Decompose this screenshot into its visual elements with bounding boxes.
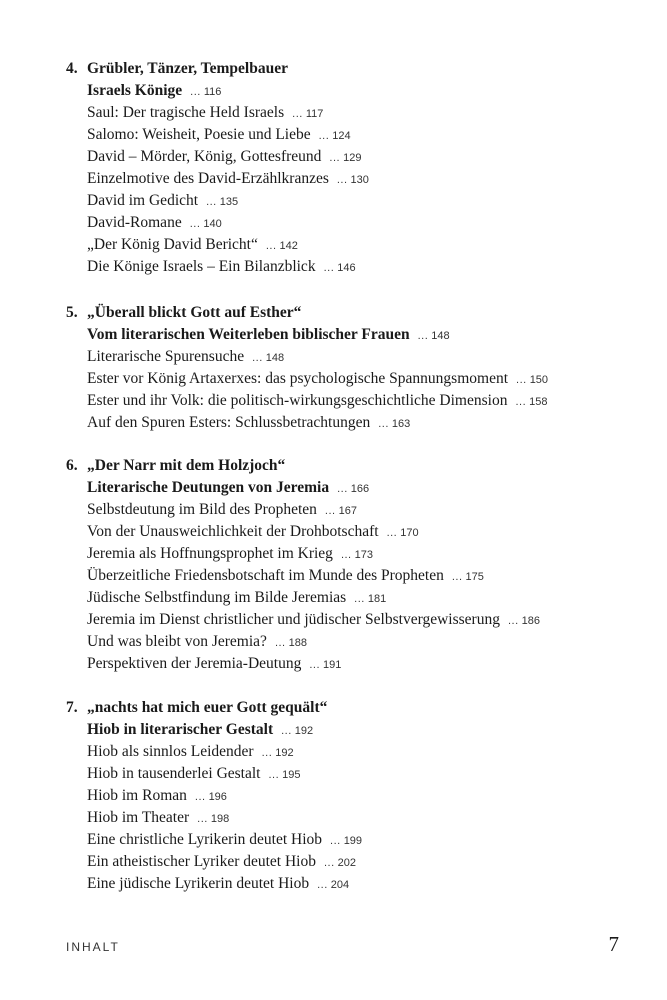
page-reference: 181 — [367, 593, 387, 605]
leader-dots: ... — [340, 549, 352, 561]
chapter-subtitle: Hiob in literarischer Gestalt — [87, 721, 274, 738]
page-reference: 124 — [332, 130, 351, 142]
toc-entry[interactable] — [87, 412, 410, 435]
toc-entry-title: Jeremia als Hoffnungsprophet im Krieg — [87, 545, 333, 562]
leader-dots: ... — [324, 857, 335, 869]
toc-entry-title: Auf den Spuren Esters: Schlussbetrachtungen — [87, 414, 371, 431]
toc-entry[interactable] — [87, 653, 341, 676]
page-reference: 163 — [391, 418, 411, 430]
toc-entry[interactable] — [87, 346, 284, 369]
toc-entry[interactable] — [87, 499, 357, 522]
toc-entry-title: Eine christliche Lyrikerin deutet Hiob — [87, 831, 323, 848]
toc-entry[interactable] — [87, 785, 227, 808]
page-reference: 192 — [294, 725, 314, 737]
leader-dots: ... — [194, 791, 206, 803]
chapter-subtitle: Vom literarischen Weiterleben biblischer Frauen — [87, 326, 410, 343]
toc-entry-title: Literarische Spurensuche — [87, 348, 245, 365]
page-reference: 192 — [275, 747, 294, 759]
page-reference: 135 — [219, 196, 239, 208]
page-reference: 140 — [203, 218, 222, 230]
leader-dots: ... — [378, 418, 389, 430]
leader-dots: ... — [309, 659, 321, 671]
page-reference: 204 — [330, 879, 350, 891]
leader-dots: ... — [386, 527, 398, 539]
toc-entry-title: David-Romane — [87, 214, 182, 231]
toc-entry[interactable] — [87, 124, 351, 147]
chapter-heading — [66, 697, 327, 719]
toc-entry-title: David im Gedicht — [87, 192, 199, 209]
toc-entry-title: Salomo: Weisheit, Poesie und Liebe — [87, 126, 311, 143]
toc-entry-title: Und was bleibt von Jeremia? — [87, 633, 267, 650]
leader-dots: ... — [265, 240, 277, 252]
toc-entry-title: Hiob als sinnlos Leidender — [87, 743, 254, 760]
page-reference: 116 — [203, 86, 222, 98]
page-reference: 150 — [529, 374, 549, 386]
chapter-heading — [66, 455, 285, 477]
toc-entry[interactable] — [87, 190, 238, 213]
chapter-title: „Überall blickt Gott auf Esther“ — [87, 304, 302, 321]
page-reference: 148 — [265, 352, 285, 364]
toc-entry[interactable] — [87, 565, 484, 588]
leader-dots: ... — [274, 637, 286, 649]
toc-entry[interactable] — [87, 587, 386, 610]
page-reference: 142 — [279, 240, 298, 252]
toc-entry-title: Ester und ihr Volk: die politisch-wirkungsgeschichtliche Dimension — [87, 392, 508, 409]
page-reference: 188 — [288, 637, 307, 649]
page-reference: 170 — [400, 527, 419, 539]
toc-entry[interactable] — [87, 168, 369, 191]
toc-entry-title: David – Mörder, König, Gottesfreund — [87, 148, 322, 165]
leader-dots: ... — [515, 396, 527, 408]
page-reference: 198 — [210, 813, 230, 825]
page-reference: 166 — [350, 483, 370, 495]
chapter-number: 7. — [66, 699, 78, 716]
leader-dots: ... — [336, 174, 348, 186]
page-reference: 146 — [337, 262, 356, 274]
page-reference: 202 — [337, 857, 357, 869]
toc-entry[interactable] — [87, 631, 307, 654]
leader-dots: ... — [268, 769, 280, 781]
leader-dots: ... — [206, 196, 217, 208]
toc-entry-title: Ein atheistischer Lyriker deutet Hiob — [87, 853, 316, 870]
chapter-subtitle: Israels Könige — [87, 82, 183, 99]
chapter-title: „nachts hat mich euer Gott gequält“ — [87, 699, 328, 716]
toc-entry[interactable] — [87, 521, 419, 544]
toc-entry-title: Hiob im Theater — [87, 809, 190, 826]
running-footer-label: INHALT — [66, 940, 120, 954]
toc-entry[interactable] — [87, 256, 356, 279]
page-reference: 191 — [323, 659, 342, 671]
chapter-subtitle-row[interactable] — [87, 477, 369, 500]
page-reference: 175 — [465, 571, 484, 583]
leader-dots: ... — [323, 262, 335, 274]
chapter-title: Grübler, Tänzer, Tempelbauer — [87, 60, 288, 77]
leader-dots: ... — [417, 330, 429, 342]
toc-entry[interactable] — [87, 829, 362, 852]
page-reference: 117 — [305, 108, 324, 120]
toc-entry[interactable] — [87, 807, 229, 830]
page-reference: 173 — [354, 549, 373, 561]
chapter-subtitle-row[interactable] — [87, 80, 221, 103]
toc-entry[interactable] — [87, 609, 540, 632]
toc-entry-title: Jeremia im Dienst christlicher und jüdischer Selbstvergewisserung — [87, 611, 500, 628]
leader-dots: ... — [317, 879, 328, 891]
toc-entry-title: Selbstdeutung im Bild des Propheten — [87, 501, 317, 518]
toc-entry[interactable] — [87, 741, 294, 764]
toc-entry[interactable] — [87, 390, 547, 413]
page-reference: 195 — [282, 769, 301, 781]
chapter-subtitle-row[interactable] — [87, 324, 450, 347]
toc-entry-title: Einzelmotive des David-Erzählkranzes — [87, 170, 329, 187]
leader-dots: ... — [451, 571, 463, 583]
toc-entry[interactable] — [87, 851, 356, 874]
toc-entry[interactable] — [87, 146, 361, 169]
leader-dots: ... — [190, 86, 201, 98]
leader-dots: ... — [516, 374, 527, 386]
page-reference: 129 — [343, 152, 362, 164]
toc-entry-title: Perspektiven der Jeremia-Deutung — [87, 655, 302, 672]
chapter-subtitle: Literarische Deutungen von Jeremia — [87, 479, 330, 496]
chapter-number: 6. — [66, 457, 78, 474]
leader-dots: ... — [507, 615, 519, 627]
leader-dots: ... — [329, 152, 341, 164]
leader-dots: ... — [261, 747, 273, 759]
toc-entry[interactable] — [87, 368, 548, 391]
chapter-subtitle-row[interactable] — [87, 719, 313, 742]
page-number: 7 — [608, 932, 619, 956]
page-reference: 148 — [431, 330, 450, 342]
leader-dots: ... — [189, 218, 201, 230]
page-reference: 130 — [350, 174, 369, 186]
leader-dots: ... — [330, 835, 341, 847]
toc-entry[interactable] — [87, 212, 222, 235]
page-reference: 196 — [208, 791, 227, 803]
toc-entry-title: Von der Unausweichlichkeit der Drohbotschaft — [87, 523, 379, 540]
leader-dots: ... — [197, 813, 208, 825]
page-reference: 158 — [529, 396, 548, 408]
toc-entry-title: Ester vor König Artaxerxes: das psychologische Spannungsmoment — [87, 370, 509, 387]
toc-entry[interactable] — [87, 763, 301, 786]
leader-dots: ... — [354, 593, 365, 605]
leader-dots: ... — [281, 725, 292, 737]
page-reference: 167 — [338, 505, 357, 517]
toc-entry-title: Saul: Der tragische Held Israels — [87, 104, 285, 121]
toc-entry-title: Die Könige Israels – Ein Bilanzblick — [87, 258, 316, 275]
toc-entry-title: Jüdische Selbstfindung im Bilde Jeremias — [87, 589, 347, 606]
leader-dots: ... — [252, 352, 263, 364]
toc-entry[interactable] — [87, 543, 373, 566]
leader-dots: ... — [324, 505, 336, 517]
chapter-number: 4. — [66, 60, 78, 77]
toc-entry[interactable] — [87, 234, 298, 257]
toc-entry-title: Hiob im Roman — [87, 787, 187, 804]
chapter-heading — [66, 58, 288, 80]
leader-dots: ... — [292, 108, 303, 120]
chapter-title: „Der Narr mit dem Holzjoch“ — [87, 457, 286, 474]
toc-entry-title: „Der König David Bericht“ — [87, 236, 258, 253]
leader-dots: ... — [318, 130, 330, 142]
chapter-heading — [66, 302, 301, 324]
toc-entry-title: Eine jüdische Lyrikerin deutet Hiob — [87, 875, 310, 892]
leader-dots: ... — [337, 483, 348, 495]
toc-entry-title: Hiob in tausenderlei Gestalt — [87, 765, 261, 782]
page-reference: 186 — [521, 615, 540, 627]
toc-entry[interactable] — [87, 102, 323, 125]
toc-entry-title: Überzeitliche Friedensbotschaft im Munde des Propheten — [87, 567, 444, 584]
chapter-number: 5. — [66, 304, 78, 321]
toc-entry[interactable] — [87, 873, 349, 896]
page-reference: 199 — [343, 835, 363, 847]
